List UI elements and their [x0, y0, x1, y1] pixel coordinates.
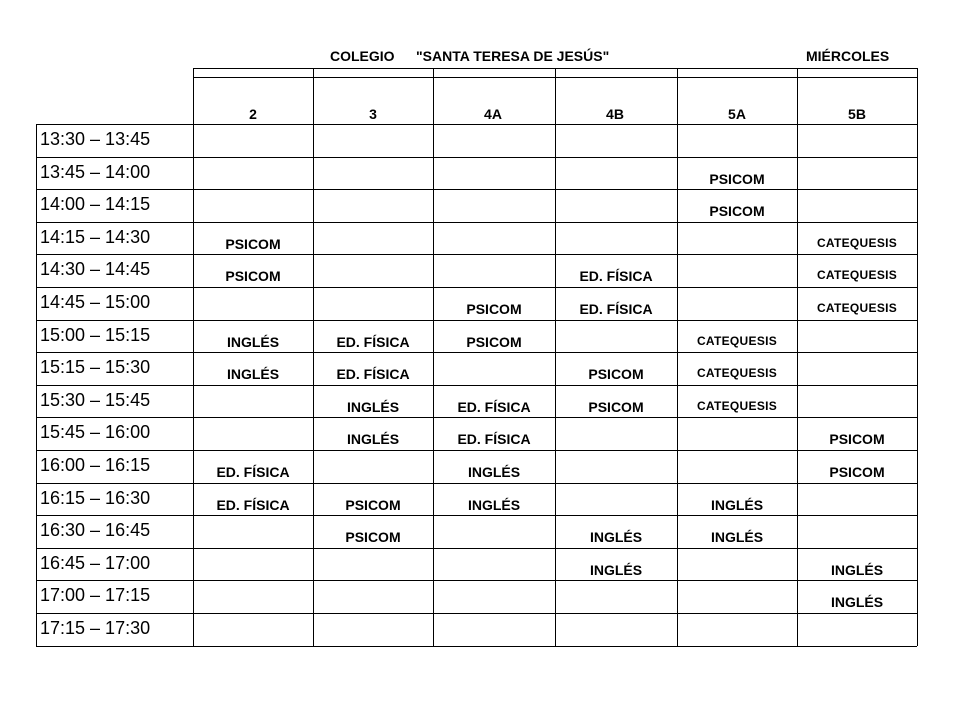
column-header-4a: 4A: [484, 106, 502, 122]
time-slot-label: 14:30 – 14:45: [40, 259, 151, 280]
time-slot-label: 13:45 – 14:00: [40, 161, 151, 182]
schedule-entry: INGLÉS: [226, 333, 280, 350]
row-divider: [36, 580, 917, 581]
column-header-3: 3: [369, 106, 377, 122]
time-slot-label: 14:00 – 14:15: [40, 194, 151, 215]
time-slot-label: 15:45 – 16:00: [40, 422, 151, 443]
time-slot-label: 15:30 – 15:45: [40, 389, 151, 410]
day-label: MIÉRCOLES: [806, 48, 890, 64]
schedule-entry: PSICOM: [829, 464, 885, 480]
time-slot-label: 13:30 – 13:45: [40, 129, 151, 149]
column-divider: [193, 68, 194, 646]
time-slot-label: 15:15 – 15:30: [40, 357, 151, 378]
schedule-entry: INGLÉS: [589, 561, 643, 578]
row-divider: [36, 483, 917, 484]
schedule-entry: PSICOM: [588, 366, 644, 383]
schedule-entry: PSICOM: [225, 268, 281, 285]
row-divider: [36, 352, 917, 353]
row-divider: [36, 254, 917, 255]
schedule-entry: INGLÉS: [589, 529, 643, 546]
schedule-entry: INGLÉS: [226, 366, 280, 383]
time-slot-label: 16:00 – 16:15: [40, 455, 151, 475]
schedule-entry: CATEQUESIS: [696, 398, 778, 413]
column-divider: [797, 68, 798, 646]
schedule-entry: INGLÉS: [830, 561, 884, 578]
schedule-entry: ED. FÍSICA: [216, 496, 290, 513]
schedule-entry: INGLÉS: [710, 496, 764, 513]
time-slot-label: 17:00 – 17:15: [40, 585, 151, 606]
column-divider: [677, 68, 678, 646]
schedule-entry: ED. FÍSICA: [457, 398, 531, 415]
schedule-entry: ED. FÍSICA: [579, 268, 653, 285]
schedule-entry: INGLÉS: [467, 496, 521, 513]
row-divider: [36, 157, 917, 158]
school-name: "SANTA TERESA DE JESÚS": [416, 48, 610, 64]
column-header-4b: 4B: [606, 106, 624, 122]
row-divider: [36, 189, 917, 190]
time-slot-label: 15:00 – 15:15: [40, 324, 151, 345]
time-slot-label: 16:30 – 16:45: [40, 520, 151, 541]
schedule-entry: PSICOM: [345, 529, 401, 546]
time-slot-label: 16:15 – 16:30: [40, 487, 151, 508]
time-slot-label: 16:45 – 17:00: [40, 552, 151, 573]
schedule-entry: INGLÉS: [467, 464, 521, 480]
schedule-entry: ED. FÍSICA: [457, 431, 531, 448]
time-slot-label: 14:45 – 15:00: [40, 292, 151, 312]
schedule-entry: INGLÉS: [346, 398, 400, 415]
row-divider: [36, 515, 917, 516]
schedule-entry: PSICOM: [709, 203, 765, 220]
column-divider: [433, 68, 434, 646]
row-divider: [36, 222, 917, 223]
schedule-entry: CATEQUESIS: [816, 268, 898, 283]
schedule-entry: PSICOM: [588, 398, 644, 415]
row-divider: [36, 450, 917, 451]
row-divider: [36, 320, 917, 321]
schedule-entry: CATEQUESIS: [696, 366, 778, 381]
schedule-entry: CATEQUESIS: [816, 301, 898, 315]
schedule-entry: PSICOM: [709, 170, 765, 187]
row-divider: [36, 613, 917, 614]
schedule-entry: PSICOM: [829, 431, 885, 448]
header-bottom-border: [36, 124, 917, 125]
schedule-entry: ED. FÍSICA: [216, 464, 290, 480]
column-divider: [555, 68, 556, 646]
schedule-entry: PSICOM: [466, 301, 522, 317]
row-divider: [36, 385, 917, 386]
schedule-entry: INGLÉS: [830, 594, 884, 611]
column-divider: [917, 68, 918, 646]
school-label: COLEGIO: [330, 48, 395, 64]
schedule-entry: PSICOM: [345, 496, 401, 513]
column-divider: [313, 68, 314, 646]
time-slot-label: 14:15 – 14:30: [40, 226, 151, 247]
time-column-left-border: [36, 124, 37, 646]
column-header-2: 2: [249, 106, 257, 122]
schedule-entry: ED. FÍSICA: [336, 333, 410, 350]
schedule-entry: CATEQUESIS: [816, 235, 898, 250]
column-header-5b: 5B: [848, 106, 866, 122]
schedule-entry: INGLÉS: [346, 431, 400, 448]
time-slot-label: 17:15 – 17:30: [40, 618, 151, 638]
row-divider: [36, 287, 917, 288]
schedule-entry: PSICOM: [466, 333, 522, 350]
row-divider: [36, 417, 917, 418]
schedule-entry: INGLÉS: [710, 529, 764, 546]
schedule-entry: ED. FÍSICA: [579, 301, 653, 317]
schedule-entry: CATEQUESIS: [696, 333, 778, 348]
schedule-entry: ED. FÍSICA: [336, 366, 410, 383]
schedule-entry: PSICOM: [225, 235, 281, 252]
column-header-5a: 5A: [728, 106, 746, 122]
row-divider: [36, 646, 917, 647]
row-divider: [36, 548, 917, 549]
